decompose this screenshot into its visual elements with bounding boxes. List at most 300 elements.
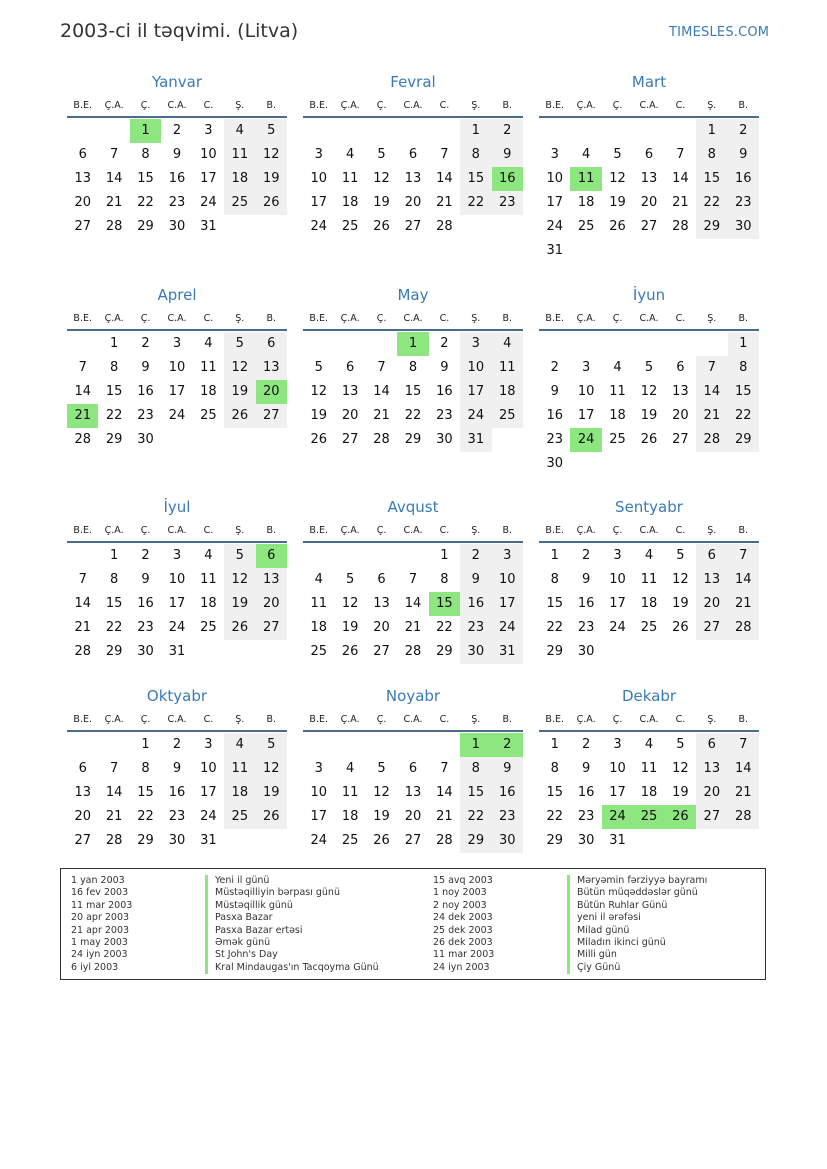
weekday-label: Ş. [707,100,717,111]
week-row [539,404,759,428]
day-cell: 23 [137,408,154,423]
week-row [539,119,759,143]
holiday-name: Milli gün [567,949,617,961]
day-cell: 11 [570,167,601,191]
day-cell: 15 [546,596,563,611]
weekday-header [303,710,523,732]
day-cell: 7 [78,360,87,375]
day-cell: 21 [436,195,453,210]
day-cell: 17 [310,195,327,210]
week-row [67,332,287,356]
month-february [303,72,523,239]
day-cell [303,119,334,143]
week-row [67,167,287,191]
weekday-label: Ş. [235,313,245,324]
day-cell: 1 [440,548,449,563]
weekday-label: C.A. [403,525,423,536]
day-cell: 18 [310,620,327,635]
day-cell [633,640,664,664]
weekday-header [67,521,287,543]
day-cell [303,733,334,757]
day-cell: 3 [613,548,622,563]
week-row [67,592,287,616]
holiday-name: Kral Mindaugas'ın Tacqoyma Günü [205,962,379,974]
day-cell: 3 [492,544,523,568]
weekday-label: B. [502,313,513,324]
day-cell: 29 [137,833,154,848]
weekday-label: Ş. [235,100,245,111]
day-cell [665,239,696,263]
month-name: Avqust [387,498,439,516]
day-cell: 18 [224,781,255,805]
weekday-label: C.A. [639,714,659,725]
day-cell: 12 [224,356,255,380]
day-cell: 14 [436,171,453,186]
day-cell: 9 [172,761,182,776]
day-cell: 21 [696,404,727,428]
day-cell: 19 [672,785,689,800]
holiday-name: Bütün Ruhlar Günü [567,900,667,912]
day-cell: 15 [460,781,491,805]
day-cell: 8 [141,147,150,162]
day-cell: 14 [74,384,91,399]
weekday-label: Ç.A. [104,100,124,111]
weekday-label: Ş. [707,525,717,536]
day-cell: 26 [256,191,287,215]
day-cell [67,733,98,757]
day-cell: 31 [168,644,186,659]
day-cell: 5 [676,548,685,563]
day-cell: 23 [546,432,563,447]
day-cell: 9 [141,360,150,375]
weekday-label: B.E. [309,100,328,111]
month-name: Dekabr [621,687,677,705]
day-cell: 13 [696,757,727,781]
day-cell: 11 [310,596,327,611]
week-row [67,380,287,404]
day-cell: 9 [141,572,150,587]
day-cell: 3 [204,737,213,752]
day-cell: 5 [644,360,654,375]
day-cell: 16 [546,408,563,423]
day-cell: 22 [546,809,563,824]
day-cell: 4 [204,336,213,351]
day-cell: 6 [408,761,418,776]
weekday-label: Ş. [471,714,481,725]
week-row [539,568,759,592]
day-cell: 7 [728,733,759,757]
weekday-label: Ç.A. [576,313,596,324]
day-cell [256,829,287,853]
weekday-header [539,309,759,331]
day-cell: 29 [105,644,123,659]
day-cell: 28 [105,833,123,848]
day-cell: 3 [204,123,213,138]
day-cell [602,239,633,263]
day-cell: 30 [436,432,453,447]
day-cell: 7 [440,761,449,776]
day-cell: 29 [728,428,759,452]
weekday-label: C. [203,313,214,324]
week-row [539,143,759,167]
day-cell: 8 [550,761,559,776]
month-name: Sentyabr [615,498,683,516]
day-cell: 10 [200,761,217,776]
day-cell: 10 [310,171,327,186]
week-row [67,215,287,239]
day-cell: 22 [137,195,154,210]
holiday-date: 24 iyn 2003 [433,961,490,973]
day-cell: 13 [672,384,689,399]
day-cell: 1 [696,119,727,143]
day-cell [539,119,570,143]
day-cell: 3 [550,147,559,162]
day-cell: 22 [546,620,563,635]
day-cell: 24 [609,620,626,635]
week-row [303,332,523,356]
day-cell: 18 [640,785,658,800]
day-cell: 15 [137,171,154,186]
day-cell: 27 [341,432,359,447]
holiday-date: 16 fev 2003 [71,887,129,899]
week-row [303,757,523,781]
day-cell [602,452,633,476]
day-cell: 12 [373,785,390,800]
week-row [67,191,287,215]
weekday-label: C.A. [639,525,659,536]
weekday-label: Ş. [707,714,717,725]
weekday-label: B. [738,313,749,324]
day-cell: 21 [728,781,759,805]
day-cell: 1 [109,336,119,351]
day-cell: 21 [672,195,689,210]
day-cell: 21 [404,620,422,635]
day-cell [224,829,255,853]
day-cell [696,239,727,263]
day-cell: 11 [341,171,359,186]
weekday-label: B. [738,525,749,536]
day-cell: 30 [577,833,595,848]
day-cell: 11 [341,785,359,800]
day-cell: 22 [728,404,759,428]
holiday-date: 11 mar 2003 [71,899,133,911]
day-cell: 20 [404,809,422,824]
holiday-name: Pasxa Bazar ertəsi [205,925,303,937]
day-cell: 13 [404,171,422,186]
day-cell: 29 [696,215,727,239]
day-cell: 1 [130,119,161,143]
weekday-label: B.E. [545,313,564,324]
month-name: Aprel [157,286,197,304]
weekday-label: C. [439,714,450,725]
day-cell: 26 [310,432,327,447]
day-cell: 10 [310,785,327,800]
day-cell [570,332,601,356]
day-cell: 30 [137,644,154,659]
day-cell: 16 [492,167,523,191]
day-cell [256,640,287,664]
day-cell: 27 [696,805,727,829]
weekday-label: C.A. [403,313,423,324]
day-cell: 29 [137,219,154,234]
day-cell: 21 [74,620,91,635]
day-cell: 9 [728,143,759,167]
weekday-label: C. [675,525,686,536]
day-cell: 3 [314,761,323,776]
day-cell: 16 [492,781,523,805]
day-cell: 21 [728,592,759,616]
day-cell: 27 [256,404,287,428]
day-cell: 5 [256,119,287,143]
weekday-label: B. [502,714,513,725]
holiday-name: St John's Day [205,949,278,961]
day-cell [334,332,365,356]
day-cell [256,215,287,239]
day-cell: 2 [141,336,150,351]
day-cell: 13 [341,384,359,399]
weekday-header [67,96,287,118]
week-row [539,380,759,404]
day-cell: 14 [696,380,727,404]
day-cell: 8 [460,757,491,781]
weekday-label: Ş. [235,714,245,725]
week-row [67,829,287,853]
day-cell: 24 [492,616,523,640]
day-cell [633,332,664,356]
week-row [303,191,523,215]
day-cell [67,119,98,143]
day-cell: 4 [345,147,355,162]
day-cell [460,215,491,239]
month-days [303,331,523,452]
weekday-label: Ç.A. [340,100,360,111]
holiday-name: Müstəqilliyin bərpası günü [205,887,340,899]
holiday-name: yeni il ərəfəsi [567,912,641,924]
day-cell: 24 [602,805,633,829]
weekday-label: B. [266,313,277,324]
month-days [67,331,287,452]
day-cell: 8 [109,572,119,587]
day-cell: 15 [404,384,422,399]
day-cell: 12 [672,761,689,776]
month-days [539,543,759,664]
weekday-label: Ş. [707,313,717,324]
day-cell: 3 [460,332,491,356]
day-cell: 10 [492,568,523,592]
day-cell: 2 [460,544,491,568]
weekday-label: C.A. [167,525,187,536]
day-cell: 9 [581,572,591,587]
month-september [539,497,759,664]
day-cell: 1 [109,548,119,563]
day-cell: 1 [397,332,428,356]
day-cell [665,829,696,853]
day-cell: 12 [609,171,626,186]
day-cell [696,640,727,664]
weekday-label: Ç. [376,714,387,725]
day-cell: 20 [696,592,727,616]
month-days [303,118,523,239]
month-days [67,732,287,853]
day-cell: 26 [672,620,689,635]
day-cell [570,239,601,263]
day-cell [334,119,365,143]
day-cell: 23 [436,408,453,423]
holiday-name: Milad günü [567,925,629,937]
day-cell: 19 [672,596,689,611]
week-row [303,380,523,404]
day-cell: 5 [613,147,622,162]
weekday-label: B. [266,525,277,536]
day-cell: 4 [224,119,255,143]
day-cell: 7 [408,572,418,587]
brand-link[interactable]: TIMESLES.COM [669,25,770,40]
weekday-label: C.A. [167,714,187,725]
weekday-label: C. [203,100,214,111]
day-cell: 28 [436,833,453,848]
week-row [67,143,287,167]
weekday-label: Ç. [612,313,623,324]
day-cell: 19 [224,380,255,404]
week-row [303,733,523,757]
day-cell: 9 [581,761,591,776]
month-days [303,543,523,664]
week-row [67,805,287,829]
day-cell: 20 [696,781,727,805]
weekday-label: Ç. [140,714,151,725]
month-july [67,497,287,664]
day-cell: 22 [436,620,453,635]
weekday-label: Ç. [140,100,151,111]
week-row [67,356,287,380]
day-cell: 30 [460,640,491,664]
week-row [67,616,287,640]
day-cell: 4 [345,761,355,776]
week-row [303,781,523,805]
weekday-label: Ş. [471,100,481,111]
day-cell: 29 [546,644,563,659]
day-cell [633,119,664,143]
day-cell: 31 [200,219,217,234]
day-cell: 30 [577,644,595,659]
day-cell [224,428,255,452]
day-cell [224,640,255,664]
weekday-label: C.A. [403,100,423,111]
weekday-label: C.A. [639,313,659,324]
day-cell: 6 [696,733,727,757]
day-cell: 28 [728,616,759,640]
week-row [303,592,523,616]
day-cell: 25 [633,805,664,829]
day-cell [193,428,224,452]
day-cell: 11 [200,360,217,375]
day-cell: 25 [341,219,359,234]
holiday-name: Məryəmin fərziyyə bayramı [567,875,707,887]
day-cell: 20 [256,380,287,404]
week-row [539,781,759,805]
day-cell: 30 [546,456,563,471]
day-cell [728,640,759,664]
day-cell: 7 [109,147,119,162]
day-cell: 23 [492,191,523,215]
day-cell: 7 [728,544,759,568]
day-cell: 28 [373,432,390,447]
day-cell: 21 [105,195,123,210]
day-cell: 2 [440,336,449,351]
weekday-header [539,521,759,543]
day-cell: 21 [105,809,123,824]
day-cell: 30 [168,833,186,848]
day-cell: 1 [550,548,559,563]
day-cell: 5 [314,360,323,375]
day-cell: 19 [373,195,390,210]
day-cell: 3 [581,360,591,375]
day-cell: 23 [577,620,595,635]
day-cell: 14 [74,596,91,611]
day-cell: 11 [224,757,255,781]
weekday-label: C. [203,525,214,536]
holiday-name: Müstəqillik günü [205,900,293,912]
day-cell [665,452,696,476]
day-cell: 26 [341,644,359,659]
day-cell: 11 [492,356,523,380]
weekday-label: B.E. [309,714,328,725]
day-cell: 24 [168,620,186,635]
weekday-label: Ç. [612,714,623,725]
day-cell: 31 [546,243,563,258]
weekday-label: B.E. [73,714,92,725]
day-cell: 13 [696,568,727,592]
week-row [303,143,523,167]
holiday-date: 25 dek 2003 [433,924,493,936]
day-cell [728,452,759,476]
day-cell: 13 [404,785,422,800]
day-cell: 31 [492,640,523,664]
day-cell: 30 [492,829,523,853]
day-cell [696,452,727,476]
holiday-name: Yeni il günü [205,875,269,887]
day-cell: 28 [672,219,689,234]
day-cell: 1 [728,332,759,356]
day-cell: 13 [256,568,287,592]
holiday-date: 1 noy 2003 [433,887,487,899]
week-row [303,119,523,143]
weekday-label: Ç. [612,525,623,536]
day-cell: 25 [224,805,255,829]
day-cell: 9 [460,568,491,592]
holiday-date: 26 dek 2003 [433,936,493,948]
day-cell: 6 [644,147,654,162]
day-cell: 11 [640,572,658,587]
day-cell [397,544,428,568]
day-cell: 21 [373,408,390,423]
day-cell: 27 [696,616,727,640]
day-cell: 8 [696,143,727,167]
week-row [539,167,759,191]
day-cell: 25 [341,833,359,848]
day-cell: 25 [492,404,523,428]
weekday-label: C. [439,100,450,111]
day-cell: 27 [404,833,422,848]
day-cell: 14 [105,171,123,186]
day-cell: 7 [377,360,386,375]
day-cell [303,544,334,568]
day-cell: 5 [676,737,685,752]
day-cell [334,544,365,568]
day-cell: 5 [345,572,355,587]
day-cell: 12 [256,143,287,167]
week-row [539,239,759,263]
